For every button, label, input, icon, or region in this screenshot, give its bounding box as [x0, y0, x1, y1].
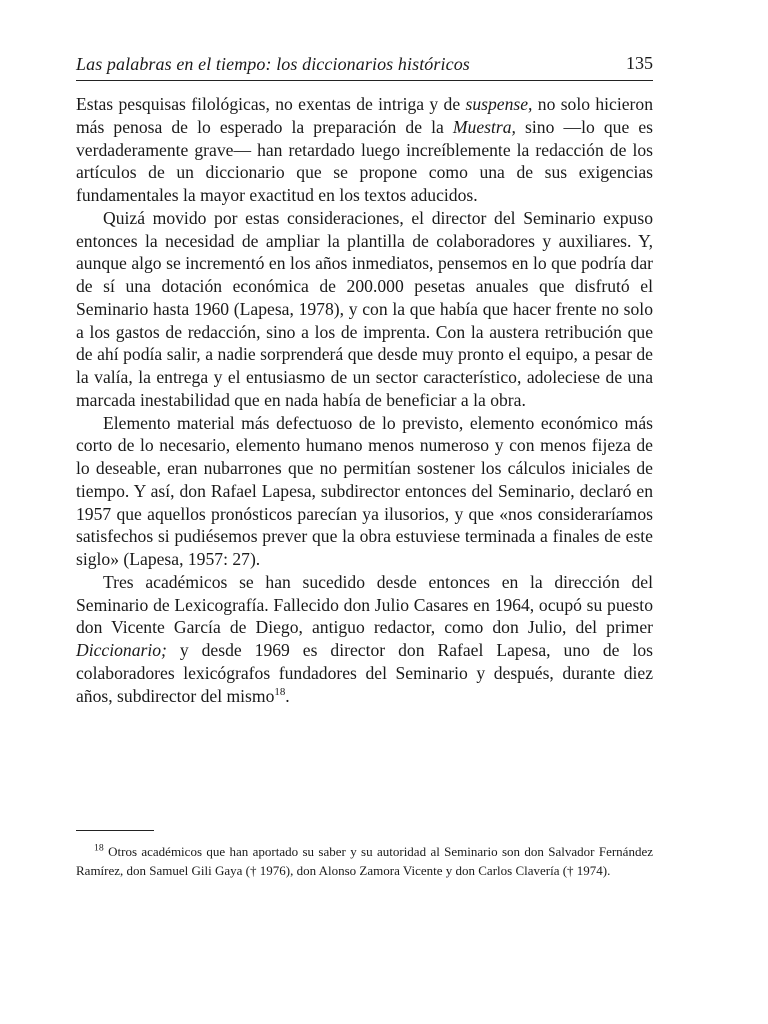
paragraph-1-text-c: sino —lo que es verdaderamente grave— han retardado luego increíblemente la redacción de los artículos de un diccionario que se propone como una de sus exigencias fundamentales la mayor exactitud en los textos aducidos. [76, 116, 654, 205]
italic-term-suspense: suspense, [465, 94, 533, 114]
paragraph-2: Quizá movido por estas consideraciones, el director del Seminario expuso entonces la necesidad de ampliar la plantilla de colaboradores y auxiliares. Y, aunque algo se incrementó en los años inmediatos, pensemos en lo que podría dar de sí una dotación económica de 200.000 pesetas anuales que disfrutó el Seminario hasta 1960 (Lapesa, 1978), y con la que había que hacer frente no solo a los gastos de redacción, sino a los de imprenta. Con la austera retribución que de ahí podía salir, a nadie sorprenderá que desde muy pronto el equipo, a pesar de la valía, la entrega y el entusiasmo de un sector característico, adoleciese de una marcada inestabilidad que en nada había de beneficiar a la obra. [76, 207, 653, 410]
page-number: 135 [626, 53, 653, 73]
running-header [76, 52, 653, 81]
paragraph-4-text-a: Tres académicos se han sucedido desde entonces en la dirección del Seminario de Lexicografía. Fallecido don Julio Casares en 1964, ocupó su puesto don Vicente García de Diego, antiguo redactor, como don Julio, del primer [76, 571, 653, 638]
footnote-divider [76, 830, 154, 831]
paragraph-3: Elemento material más defectuoso de lo previsto, elemento económico más corto de lo necesario, elemento humano menos numeroso y con menos fijeza de lo deseable, eran nubarrones que no permitían sostener los cálculos iniciales de tiempo. Y así, don Rafael Lapesa, subdirector entonces del Seminario, declaró en 1957 que aquellos pronósticos parecían ya ilusorios, y que «nos consideraríamos satisfechos si pudiésemos prever que la obra estuviese terminada a finales de este siglo» (Lapesa, 1957: 27). [76, 412, 653, 569]
paragraph-1 [76, 93, 653, 207]
footnote-reference: 18 [274, 685, 286, 698]
footnote-18 [76, 842, 653, 880]
paragraph-1-text-b: no solo hicieron más penosa de lo esperado la preparación de la [76, 94, 654, 137]
body-text [76, 93, 653, 707]
paragraph-4-text-c: . [285, 685, 290, 706]
italic-title-muestra: Muestra, [452, 116, 516, 137]
chapter-title: Las palabras en el tiempo: los diccionarios históricos [76, 54, 470, 74]
paragraph-4 [76, 571, 653, 708]
footnote-text: Otros académicos que han aportado su saber y su autoridad al Seminario son don Salvador Fernández Ramírez, don Samuel Gili Gaya († 1976), don Alonso Zamora Vicente y don Carlos Clavería († 1974). [76, 844, 653, 878]
footnote-number: 18 [94, 842, 104, 854]
paragraph-1-text-a: Estas pesquisas filológicas, no exentas de intriga y de [76, 94, 466, 114]
italic-title-diccionario: Diccionario; [76, 640, 167, 660]
paragraph-4-text-b: y desde 1969 es director don Rafael Lapesa, uno de los colaboradores lexicógrafos fundadores del Seminario y después, durante diez años, subdirector del mismo [76, 640, 653, 706]
